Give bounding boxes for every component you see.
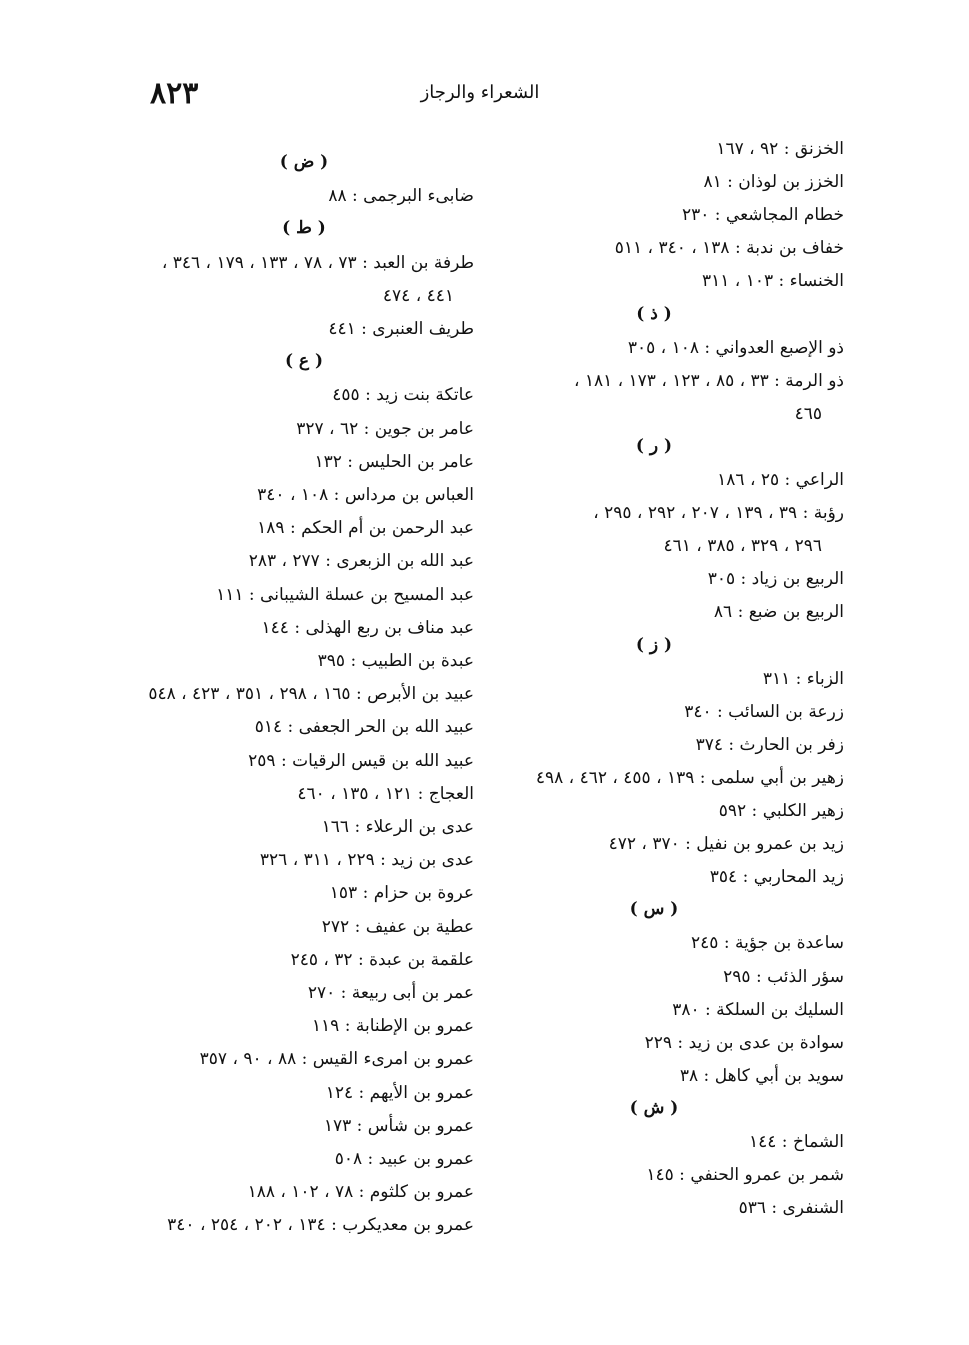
index-entry: عبدة بن الطبيب : ٣٩٥ <box>317 651 474 671</box>
index-entry: عامر بن الحليس : ١٣٢ <box>314 451 474 472</box>
index-entry: الزباء : ٣١١ <box>762 668 844 689</box>
index-entry: عمر بن أبى ربيعة : ٢٧٠ <box>307 983 474 1003</box>
index-entry: زهير الكلبي : ٥٩٢ <box>718 801 844 821</box>
index-entry: عبيد بن الأبرص : ١٦٥ ، ٢٩٨ ، ٣٥١ ، ٤٢٣ ، ٥٤٨ <box>148 684 474 705</box>
index-entry: الخزز بن لوذان : ٨١ <box>703 172 844 193</box>
index-entry: الشنفرى : ٥٣٦ <box>738 1198 844 1219</box>
index-entry: عبد الله بن الزبعرى : ٢٧٧ ، ٢٨٣ <box>248 551 474 572</box>
index-entry: عمرو بن معديكرب : ١٣٤ ، ٢٠٢ ، ٢٥٤ ، ٣٤٠ <box>167 1215 474 1236</box>
index-entry: طرفة بن العبد : ٧٣ ، ٧٨ ، ١٣٣ ، ١٧٩ ، ٣٤٦ ، <box>161 252 474 273</box>
index-entry: عبيد الله بن قيس الرقيات : ٢٥٩ <box>248 750 474 771</box>
index-entry: عبيد الله بن الحر الجعفى : ٥١٤ <box>254 717 474 738</box>
index-entry: عامر بن جوين : ٦٢ ، ٣٢٧ <box>296 418 474 439</box>
index-entry: عمرو بن شأس : ١٧٣ <box>323 1115 474 1136</box>
index-entry: عاتكة بنت زيد : ٤٥٥ <box>332 385 474 406</box>
index-entry: الربيع بن زياد : ٣٠٥ <box>707 569 844 590</box>
index-entry: السليك بن السلكة : ٣٨٠ <box>672 999 844 1020</box>
index-entry: زفر بن الحارث : ٣٧٤ <box>695 734 844 755</box>
index-entry: ضابىء البرجمى : ٨٨ <box>328 186 474 207</box>
letter-heading: ( ط ) <box>282 218 326 239</box>
page-number: ٨٢٣ <box>150 76 199 111</box>
index-entry: الخزنق : ٩٢ ، ١٦٧ <box>716 139 844 159</box>
index-entry: عمرو بن عبيد : ٥٠٨ <box>334 1149 474 1169</box>
index-entry: زيد بن عمرو بن نفيل : ٣٧٠ ، ٤٧٢ <box>608 834 844 855</box>
index-entry: العجاج : ١٢١ ، ١٣٥ ، ٤٦٠ <box>297 783 474 804</box>
index-entry: علقمة بن عبدة : ٣٢ ، ٢٤٥ <box>290 949 474 970</box>
index-entry: الربيع بن ضبع : ٨٦ <box>713 602 844 623</box>
index-entry: ذو الإصبع العدواني : ١٠٨ ، ٣٠٥ <box>627 337 844 358</box>
index-entry: سويد بن أبي كاهل : ٣٨ <box>679 1065 844 1086</box>
letter-heading: ( ز ) <box>635 634 673 655</box>
index-entry: عدى بن زيد : ٢٢٩ ، ٣١١ ، ٣٢٦ <box>259 850 474 871</box>
index-entry: عمرو بن الأيهم : ١٢٤ <box>325 1082 474 1103</box>
index-entry: سؤر الذئب : ٢٩٥ <box>723 966 844 987</box>
index-entry: عبد مناف بن ربع الهذلى : ١٤٤ <box>261 617 474 638</box>
letter-heading: ( ض ) <box>279 152 329 172</box>
index-entry: عمرو بن كلثوم : ٧٨ ، ١٠٢ ، ١٨٨ <box>247 1182 474 1203</box>
letter-heading: ( ذ ) <box>636 303 672 324</box>
index-entry: طريف العنبرى : ٤٤١ <box>328 319 474 339</box>
index-entry: زرعة بن السائب : ٣٤٠ <box>684 701 844 722</box>
index-entry: الشماخ : ١٤٤ <box>749 1132 844 1152</box>
index-entry: سوادة بن عدى بن زيد : ٢٢٩ <box>644 1032 844 1053</box>
index-entry: الخنساء : ١٠٣ ، ٣١١ <box>702 271 844 292</box>
letter-heading: ( س ) <box>629 899 679 920</box>
index-entry: ذو الرمة : ٣٣ ، ٨٥ ، ١٢٣ ، ١٧٣ ، ١٨١ ، <box>573 370 844 391</box>
index-entry: عدى بن الرعلاء : ١٦٦ <box>321 817 474 837</box>
index-entry: العباس بن مرداس : ١٠٨ ، ٣٤٠ <box>257 485 474 505</box>
index-entry: خطام المجاشعي : ٢٣٠ <box>681 205 844 226</box>
index-entry: زهير بن أبي سلمى : ١٣٩ ، ٤٥٥ ، ٤٦٢ ، ٤٩٨ <box>535 767 844 788</box>
index-entry-continuation: ٤٦٥ <box>794 403 822 424</box>
index-entry: الراعي : ٢٥ ، ١٨٦ <box>717 470 844 490</box>
index-entry: عروة بن حزام : ١٥٣ <box>329 883 474 904</box>
letter-heading: ( ش ) <box>629 1097 679 1118</box>
index-entry: شمر بن عمرو الحنفي : ١٤٥ <box>646 1165 844 1186</box>
letter-heading: ( ر ) <box>635 435 673 456</box>
index-entry: عبد المسيح بن عسلة الشيبانى : ١١١ <box>216 584 474 605</box>
index-entry: زيد المحاربي : ٣٥٤ <box>709 867 844 888</box>
index-entry: عمرو بن الإطنابة : ١١٩ <box>311 1016 474 1037</box>
index-entry: رؤبة : ٣٩ ، ١٣٩ ، ٢٠٧ ، ٢٩٢ ، ٢٩٥ ، <box>593 503 844 524</box>
index-entry-continuation: ٢٩٦ ، ٣٢٩ ، ٣٨٥ ، ٤٦١ <box>663 536 822 557</box>
letter-heading: ( ع ) <box>284 351 324 372</box>
index-entry: عمرو بن امرىء القيس : ٨٨ ، ٩٠ ، ٣٥٧ <box>199 1049 474 1070</box>
running-head: الشعراء والرجاز <box>420 82 540 103</box>
index-entry: خفاف بن ندبة : ١٣٨ ، ٣٤٠ ، ٥١١ <box>614 238 844 259</box>
index-entry-continuation: ٤٤١ ، ٤٧٤ <box>382 285 454 306</box>
index-entry: عطية بن عفيف : ٢٧٢ <box>321 916 474 937</box>
index-entry: ساعدة بن جؤية : ٢٤٥ <box>691 933 844 954</box>
index-entry: عبد الرحمن بن أم الحكم : ١٨٩ <box>257 518 474 539</box>
